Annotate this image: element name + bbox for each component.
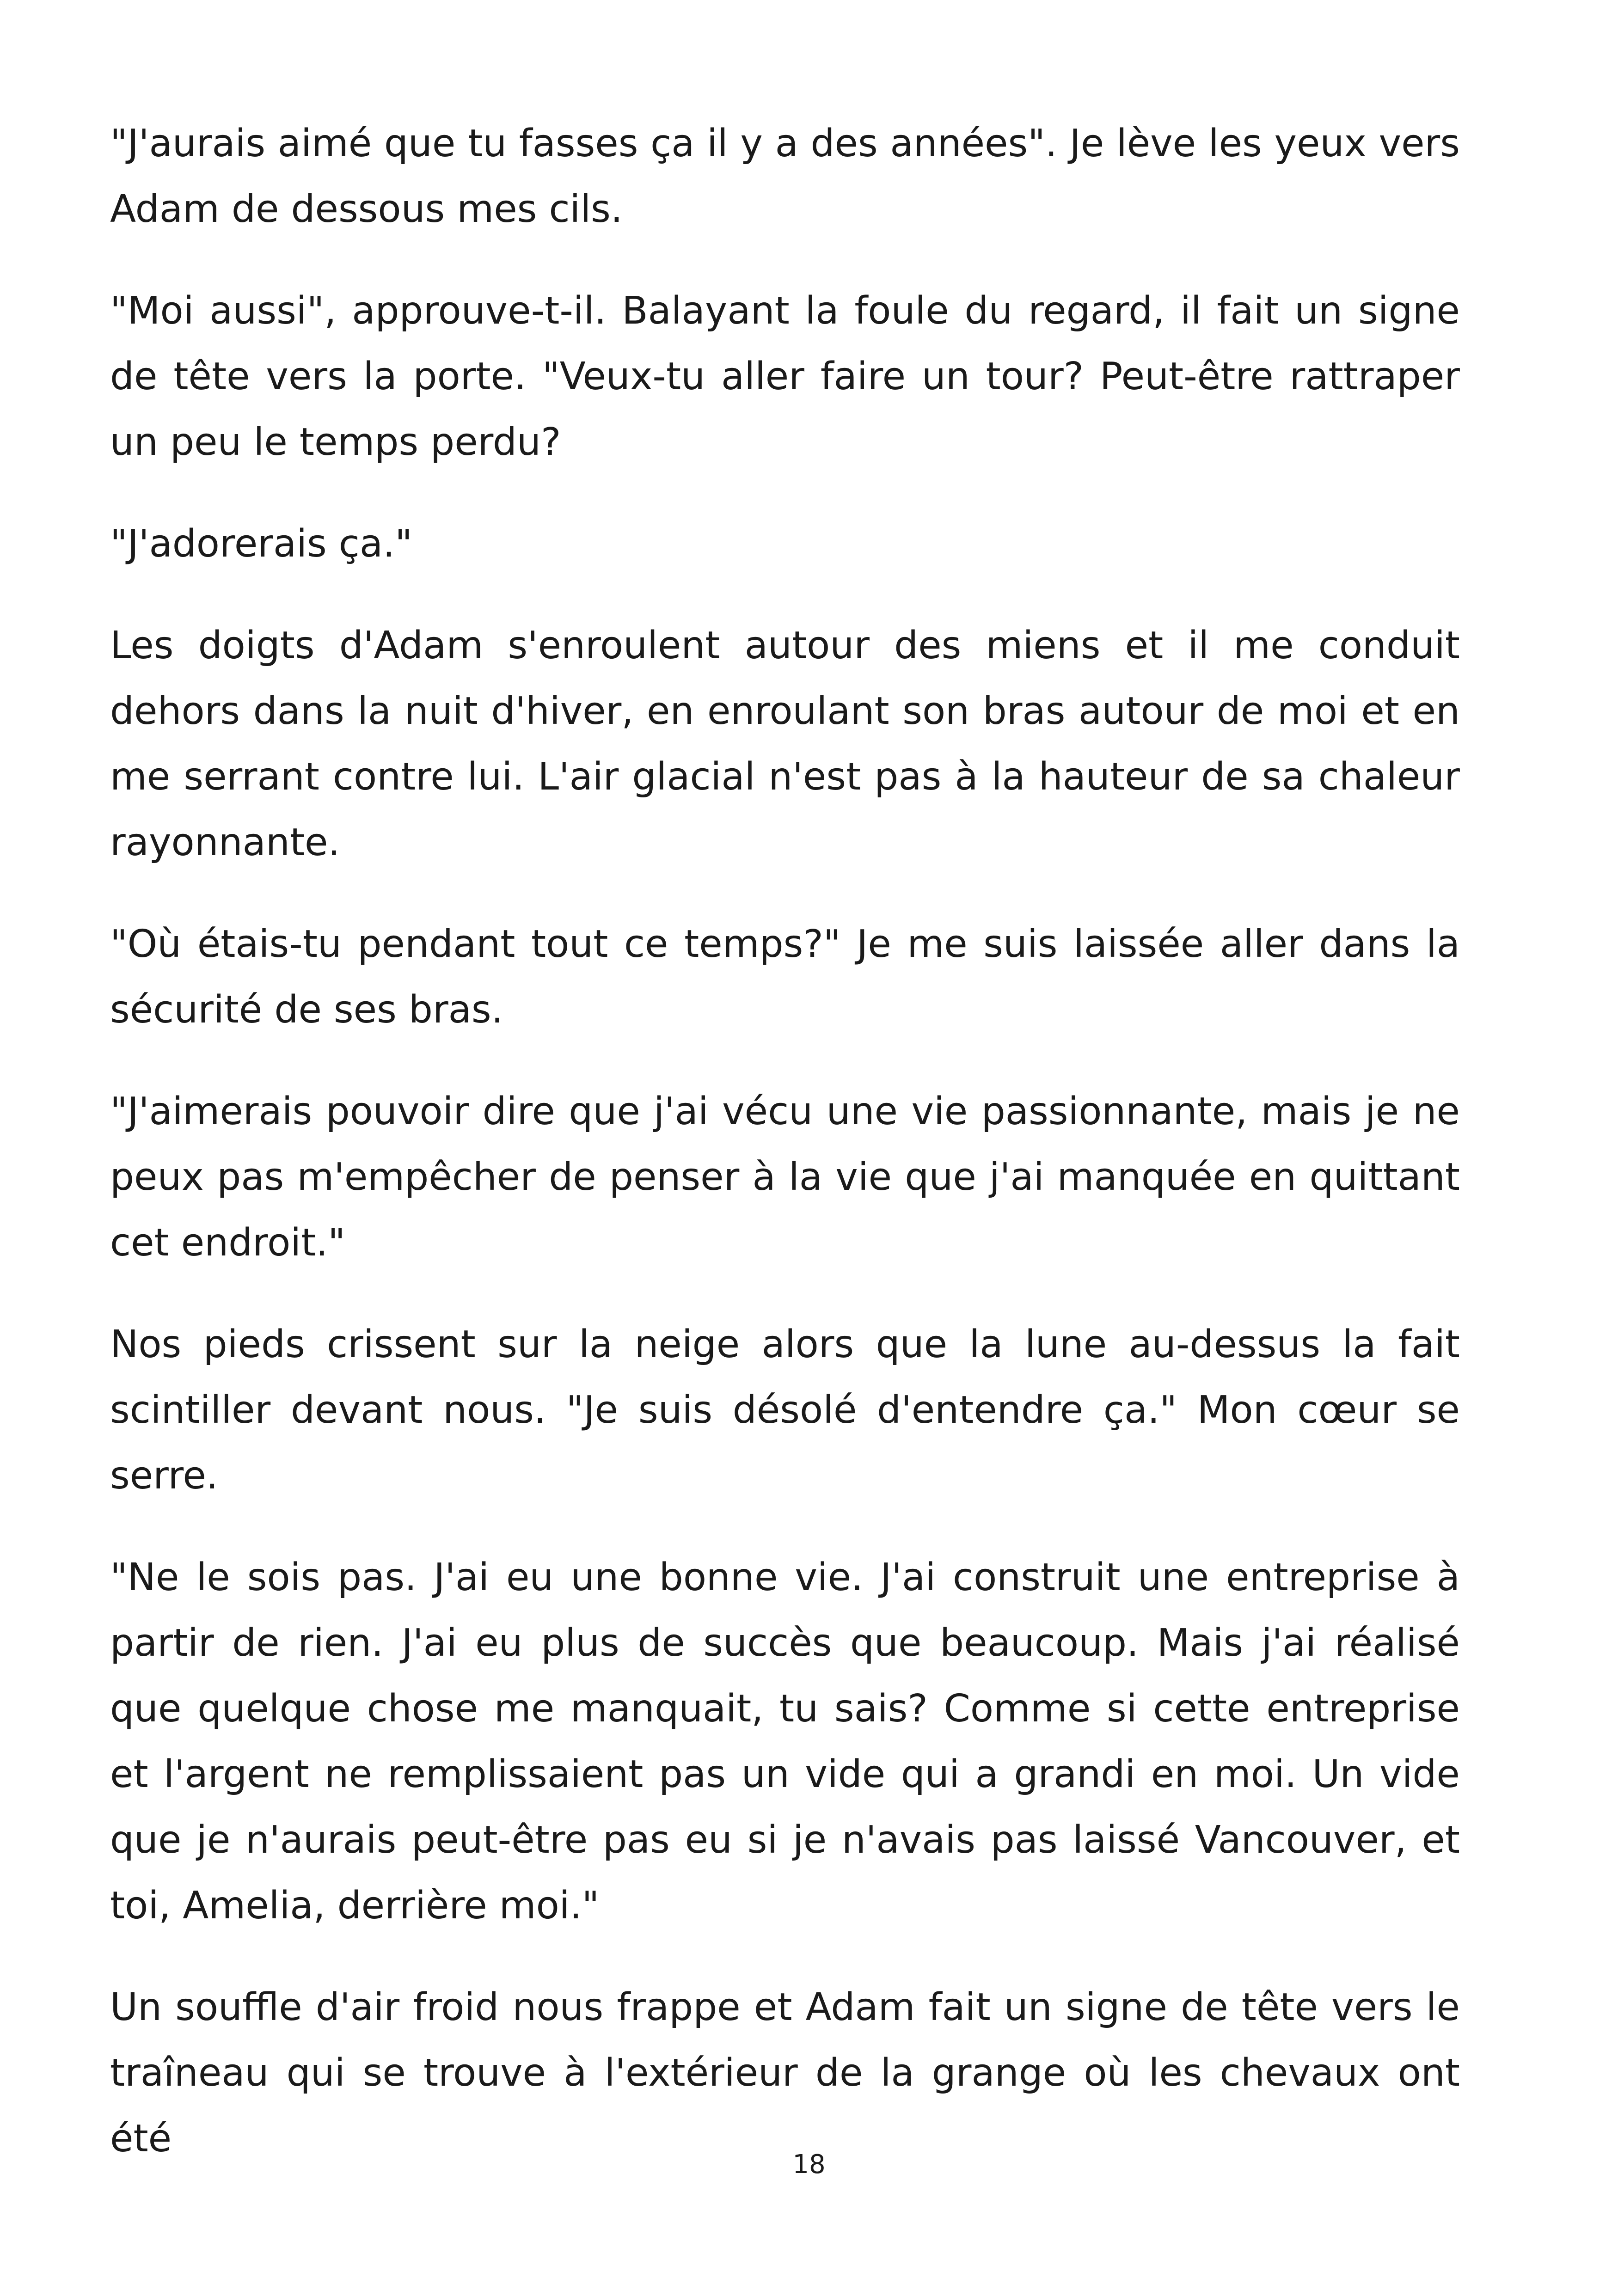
paragraph-5: "Où étais-tu pendant tout ce temps?" Je me suis laissée aller dans la sécurité de ses bras. [110, 922, 1460, 1032]
body-text [110, 111, 1460, 2172]
paragraph-8: "Ne le sois pas. J'ai eu une bonne vie. J'ai construit une entreprise à partir de rien. J'ai eu plus de succès que beaucoup. Mais j'ai réalisé que quelque chose me manquait, tu sais? Comme si cette entreprise et l'argent ne remplissaient pas un vide qui a grandi en moi. Un vide que je n'aurais peut-être pas eu si je n'avais pas laissé Vancouver, et toi, Amelia, derrière moi." [110, 1555, 1460, 1928]
paragraph-1: "J'aurais aimé que tu fasses ça il y a des années". Je lève les yeux vers Adam de dessous mes cils. [110, 122, 1460, 231]
paragraph-3: "J'adorerais ça." [110, 522, 412, 566]
paragraph-9: Un souffle d'air froid nous frappe et Adam fait un signe de tête vers le traîneau qui se trouve à l'extérieur de la grange où les chevaux ont été [110, 1985, 1460, 2161]
paragraph-7: Nos pieds crissent sur la neige alors que la lune au-dessus la fait scintiller devant nous. "Je suis désolé d'entendre ça." Mon cœur se serre. [110, 1322, 1460, 1498]
paragraph-2: "Moi aussi", approuve-t-il. Balayant la foule du regard, il fait un signe de tête vers la porte. "Veux-tu aller faire un tour? Peut-être rattraper un peu le temps perdu? [110, 289, 1460, 464]
page-number: 18 [792, 2149, 826, 2180]
paragraph-4: Les doigts d'Adam s'enroulent autour des miens et il me conduit dehors dans la nuit d'hiver, en enroulant son bras autour de moi et en me serrant contre lui. L'air glacial n'est pas à la hauteur de sa chaleur rayonnante. [110, 624, 1460, 864]
paragraph-6: "J'aimerais pouvoir dire que j'ai vécu une vie passionnante, mais je ne peux pas m'empêcher de penser à la vie que j'ai manquée en quittant cet endroit." [110, 1090, 1460, 1265]
